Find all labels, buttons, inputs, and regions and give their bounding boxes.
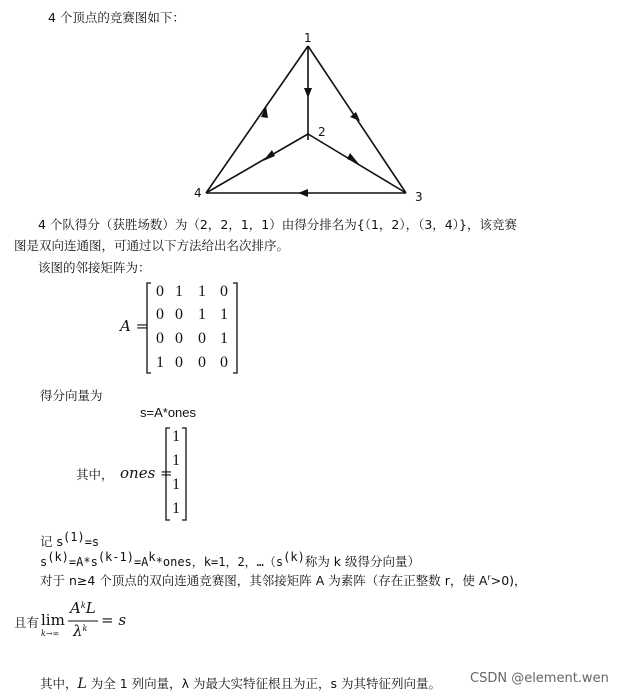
matrix-cell: 0 [175, 306, 183, 323]
final-line: 其中，L 为全 1 列向量，λ 为最大实特征根且为正，s 为其特征列向量。 [40, 676, 442, 692]
limit-sub: k→∞ [41, 629, 60, 638]
limit-lim: lim [41, 611, 65, 629]
note-s1: 记 $s^{(1)}=s$ [40, 530, 100, 549]
csdn-watermark: CSDN @element.wen [470, 671, 609, 686]
matrix-cell: 0 [198, 354, 206, 371]
where-prefix: 其中， [76, 467, 114, 482]
matrix-cell: 0 [156, 306, 164, 323]
node-label-1: 1 [304, 31, 312, 45]
note-sk: $s^{(k)}=A*s^{(k-1)}=A^k*ones$，k=1，2，$\dots(s^{(k)}$称为 k 级得分向量） [40, 550, 420, 569]
node-label-4: 4 [194, 186, 202, 200]
vector-cell: 1 [172, 452, 180, 469]
matrix-cell: 1 [156, 354, 164, 371]
limit-denominator: $\lambda^k$ [73, 622, 88, 640]
ones-label: ones = [120, 464, 173, 482]
matrix-cell: 1 [220, 330, 228, 347]
vector-cell: 1 [172, 500, 180, 517]
matrix-cell: 1 [198, 283, 206, 300]
matrix-cell: 0 [156, 330, 164, 347]
matrix-cell: 0 [220, 283, 228, 300]
matrix-cell: 0 [156, 283, 164, 300]
matrix-cell: 0 [220, 354, 228, 371]
intro-text: 4 个顶点的竞赛图如下： [48, 10, 185, 25]
adjacency-intro: 该图的邻接矩阵为： [38, 260, 151, 275]
matrix-label: A = [120, 317, 149, 335]
vector-cell: 1 [172, 476, 180, 493]
paragraph-line-2: 图是双向连通图，可通过以下方法给出名次排序。 [14, 238, 290, 253]
node-label-2: 2 [318, 125, 326, 139]
limit-rhs: = s [101, 611, 127, 629]
matrix-cell: 1 [175, 283, 183, 300]
theorem-line: 对于 n≥4 个顶点的双向连通竞赛图，其邻接矩阵 A 为素阵（存在正整数 r，使 $A^r>0$)， [40, 573, 527, 588]
limit-prefix: 且有 [14, 615, 40, 630]
matrix-cell: 1 [198, 306, 206, 323]
limit-numerator: $A^kL$ [70, 599, 96, 617]
matrix-cell: 0 [175, 330, 183, 347]
matrix-cell: 1 [220, 306, 228, 323]
node-label-3: 3 [415, 190, 423, 204]
matrix-cell: 0 [175, 354, 183, 371]
paragraph-line-1: 4 个队得分（获胜场数）为（2，2，1，1）由得分排名为{（1，2），（3，4）}，该竞赛 [38, 217, 517, 232]
formula-s: s=A*ones [140, 405, 197, 420]
matrix-cell: 0 [198, 330, 206, 347]
score-intro: 得分向量为 [40, 388, 103, 403]
vector-cell: 1 [172, 428, 180, 445]
